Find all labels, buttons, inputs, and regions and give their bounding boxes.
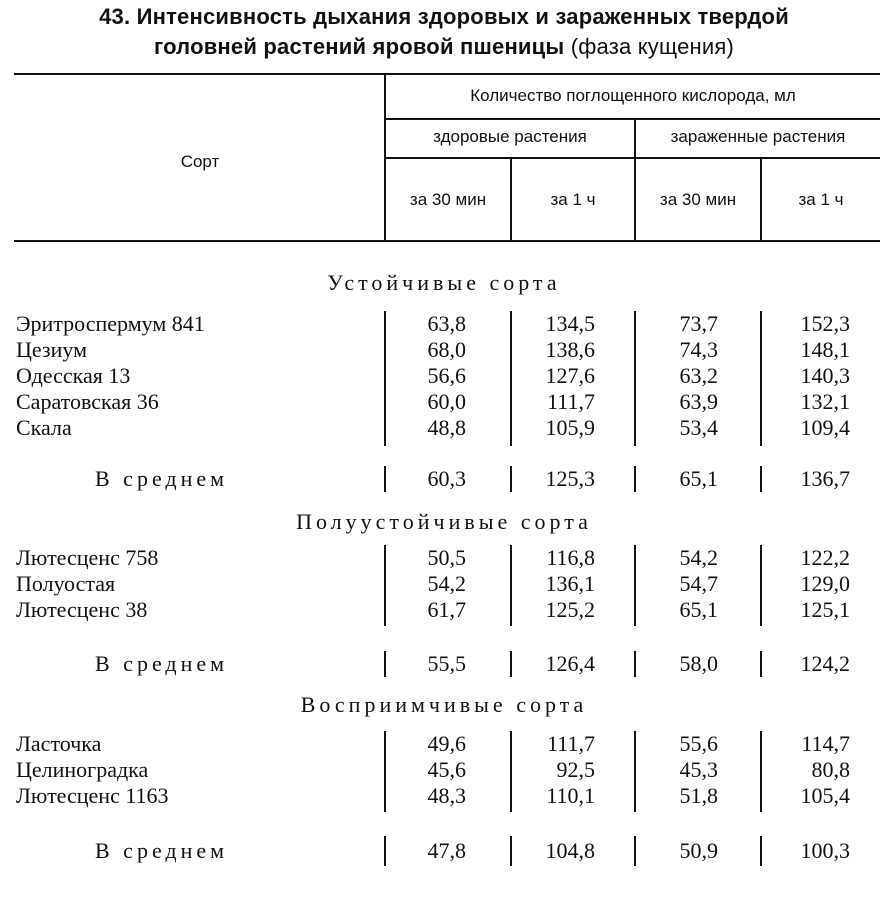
table-row — [0, 757, 888, 783]
cell-healthy-30min: 48,3 — [427, 783, 466, 808]
cell-healthy-1h: 110,1 — [546, 783, 595, 808]
cell-healthy-30min: 50,5 — [427, 545, 466, 570]
avg-infected-1h: 124,2 — [800, 651, 850, 676]
table-row — [0, 415, 888, 441]
table-title-line-2 — [0, 34, 888, 60]
header-healthy-30min: за 30 мин — [409, 190, 487, 209]
cell-infected-30min: 74,3 — [679, 337, 718, 362]
variety-name: Одесская 13 — [16, 363, 131, 388]
header-infected-1h: за 1 ч — [798, 190, 844, 209]
header-rule-groups — [386, 157, 880, 159]
variety-name: Полуостая — [16, 571, 116, 596]
cell-healthy-30min: 63,8 — [427, 311, 466, 336]
cell-infected-30min: 53,4 — [679, 415, 718, 440]
header-bottom-rule — [14, 240, 880, 242]
header-infected-30min: за 30 мин — [659, 190, 737, 209]
cell-infected-1h: 129,0 — [800, 571, 850, 596]
variety-name: Лютесценс 38 — [16, 597, 148, 622]
avg-healthy-1h: 125,3 — [545, 466, 595, 491]
cell-healthy-30min: 61,7 — [427, 597, 466, 622]
cell-healthy-30min: 60,0 — [427, 389, 466, 414]
group-rows-resistant — [0, 311, 888, 441]
avg-infected-30min: 50,9 — [679, 838, 718, 863]
average-label: В среднем — [95, 838, 229, 863]
avg-infected-1h: 136,7 — [800, 466, 850, 491]
cell-infected-30min: 54,2 — [679, 545, 718, 570]
table-row — [0, 337, 888, 363]
cell-healthy-1h: 138,6 — [545, 337, 595, 362]
table-title-line-1 — [0, 4, 888, 30]
header-rule-oxygen — [386, 118, 880, 120]
cell-infected-1h: 148,1 — [800, 337, 850, 362]
cell-infected-30min: 73,7 — [679, 311, 718, 336]
header-healthy: здоровые растения — [433, 127, 587, 146]
cell-healthy-30min: 45,6 — [427, 757, 466, 782]
cell-infected-1h: 122,2 — [800, 545, 850, 570]
avg-divider-3 — [634, 836, 636, 866]
cell-infected-1h: 114,7 — [801, 731, 850, 756]
average-row — [0, 838, 888, 864]
cell-infected-1h: 105,4 — [800, 783, 850, 808]
cell-healthy-1h: 134,5 — [545, 311, 595, 336]
group-rows-susceptible — [0, 731, 888, 809]
group-average-susceptible — [0, 838, 888, 864]
avg-healthy-30min: 55,5 — [427, 651, 466, 676]
table-row — [0, 731, 888, 757]
avg-healthy-1h: 104,8 — [545, 838, 595, 863]
table-number: 43. — [99, 4, 131, 29]
cell-healthy-1h: 111,7 — [547, 389, 595, 414]
variety-name: Эритроспермум 841 — [16, 311, 205, 336]
group-average-resistant — [0, 466, 888, 492]
avg-divider-4 — [760, 651, 762, 677]
avg-healthy-30min: 60,3 — [427, 466, 466, 491]
average-label: В среднем — [95, 466, 229, 491]
variety-name: Лютесценс 1163 — [16, 783, 169, 808]
cell-infected-30min: 55,6 — [679, 731, 718, 756]
cell-healthy-30min: 68,0 — [427, 337, 466, 362]
group-average-semi-resistant — [0, 651, 888, 677]
average-row — [0, 651, 888, 677]
variety-name: Саратовская 36 — [16, 389, 159, 414]
cell-infected-30min: 45,3 — [679, 757, 718, 782]
avg-healthy-30min: 47,8 — [427, 838, 466, 863]
avg-divider-1 — [384, 466, 386, 492]
table-row — [0, 363, 888, 389]
title-text-2-paren: (фаза кущения) — [570, 34, 734, 59]
cell-healthy-1h: 116,8 — [546, 545, 595, 570]
cell-infected-1h: 132,1 — [800, 389, 850, 414]
header-infected: зараженные растения — [670, 127, 846, 146]
avg-divider-2 — [510, 466, 512, 492]
cell-infected-1h: 109,4 — [800, 415, 850, 440]
cell-infected-30min: 63,9 — [679, 389, 718, 414]
avg-infected-1h: 100,3 — [800, 838, 850, 863]
header-sort: Сорт — [180, 152, 220, 171]
variety-name: Скала — [16, 415, 72, 440]
group-heading-semi-resistant: Полуустойчивые сорта — [296, 509, 592, 534]
avg-divider-3 — [634, 466, 636, 492]
cell-infected-30min: 63,2 — [679, 363, 718, 388]
avg-healthy-1h: 126,4 — [545, 651, 595, 676]
cell-infected-1h: 140,3 — [800, 363, 850, 388]
cell-healthy-1h: 127,6 — [545, 363, 595, 388]
cell-healthy-1h: 125,2 — [545, 597, 595, 622]
cell-healthy-30min: 54,2 — [427, 571, 466, 596]
avg-divider-3 — [634, 651, 636, 677]
variety-name: Цезиум — [16, 337, 88, 362]
header-oxygen: Количество поглощенного кислорода, мл — [470, 86, 796, 105]
average-label: В среднем — [95, 651, 229, 676]
variety-name: Ласточка — [16, 731, 102, 756]
avg-infected-30min: 65,1 — [679, 466, 718, 491]
cell-infected-1h: 80,8 — [811, 757, 850, 782]
cell-healthy-30min: 49,6 — [427, 731, 466, 756]
table-row — [0, 311, 888, 337]
table-row — [0, 545, 888, 571]
cell-healthy-1h: 136,1 — [545, 571, 595, 596]
title-text-1: Интенсивность дыхания здоровых и зараженных твердой — [136, 4, 789, 29]
cell-infected-30min: 54,7 — [679, 571, 718, 596]
cell-healthy-1h: 92,5 — [556, 757, 595, 782]
group-heading-resistant: Устойчивые сорта — [327, 270, 561, 295]
group-heading-susceptible: Восприимчивые сорта — [300, 692, 588, 717]
avg-divider-2 — [510, 651, 512, 677]
avg-divider-4 — [760, 836, 762, 866]
avg-divider-1 — [384, 651, 386, 677]
group-rows-semi-resistant — [0, 545, 888, 623]
avg-infected-30min: 58,0 — [679, 651, 718, 676]
cell-healthy-30min: 56,6 — [427, 363, 466, 388]
cell-infected-30min: 51,8 — [679, 783, 718, 808]
table-row — [0, 597, 888, 623]
header-healthy-1h: за 1 ч — [550, 190, 596, 209]
table-row — [0, 571, 888, 597]
cell-infected-1h: 152,3 — [800, 311, 850, 336]
avg-divider-1 — [384, 836, 386, 866]
variety-name: Лютесценс 758 — [16, 545, 159, 570]
table-row — [0, 389, 888, 415]
cell-healthy-1h: 111,7 — [547, 731, 595, 756]
cell-healthy-30min: 48,8 — [427, 415, 466, 440]
cell-infected-30min: 65,1 — [679, 597, 718, 622]
cell-infected-1h: 125,1 — [800, 597, 850, 622]
table-top-rule — [14, 73, 880, 75]
average-row — [0, 466, 888, 492]
cell-healthy-1h: 105,9 — [545, 415, 595, 440]
variety-name: Целиноградка — [16, 757, 149, 782]
title-text-2: головней растений яровой пшеницы — [154, 34, 565, 59]
avg-divider-2 — [510, 836, 512, 866]
table-row — [0, 783, 888, 809]
avg-divider-4 — [760, 466, 762, 492]
